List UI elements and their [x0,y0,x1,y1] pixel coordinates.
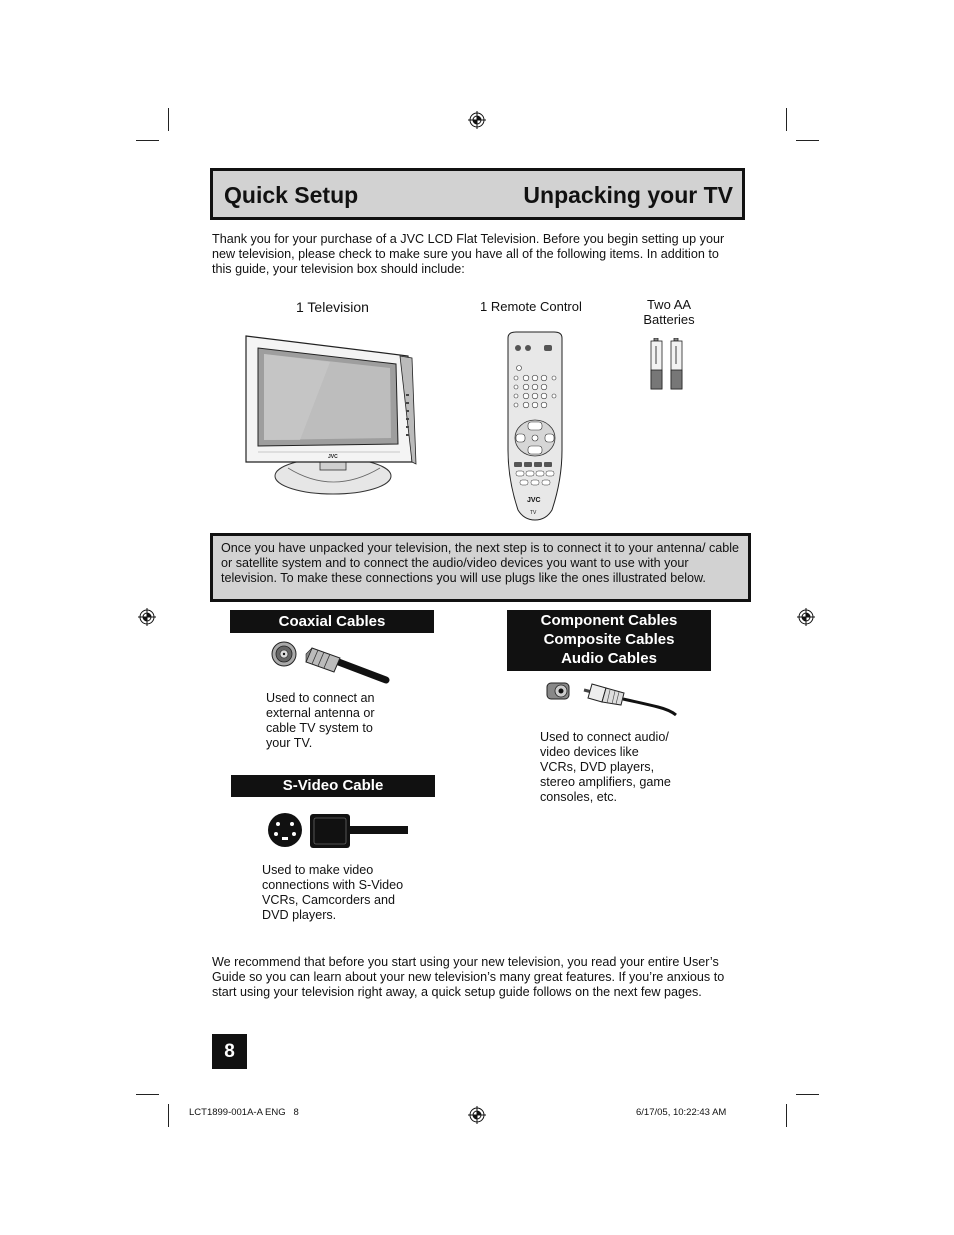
crop-mark [786,108,787,131]
coaxial-description-line: your TV. [266,736,313,750]
component-description-line: VCRs, DVD players, [540,760,655,774]
crop-mark [796,140,819,141]
component-description-line: stereo amplifiers, game [540,775,671,789]
registration-mark-icon [797,608,815,626]
page-number: 8 [212,1034,247,1069]
batteries-label [630,297,708,327]
crop-mark [136,1094,159,1095]
rca-cable-icon [546,680,680,720]
coaxial-description-line: Used to connect an [266,691,375,705]
intro-paragraph: Thank you for your purchase of a JVC LCD Flat Television. Before you begin setting up your new television, please check to make sure you have all of the following items. In addition to this guide, your television box should include: [212,232,725,276]
remote-label: 1 Remote Control [480,299,582,314]
registration-mark-icon [468,1106,486,1124]
footer-timestamp: 6/17/05, 10:22:43 AM [636,1107,727,1118]
coaxial-description [266,691,375,751]
remote-tv-mark: TV [530,510,537,516]
tv-logo: JVC [328,454,338,460]
remote-logo: JVC [527,497,541,504]
crop-mark [136,140,159,141]
component-cables-title-line: Composite Cables [543,631,675,648]
coaxial-cables-heading: Coaxial Cables [230,610,434,633]
coaxial-description-line: external antenna or [266,706,375,720]
crop-mark [796,1094,819,1095]
crop-mark [168,108,169,131]
closing-paragraph: We recommend that before you start using your new television, you read your entire User’s Guide so you can learn about your new television’s many great features. If you’re anxious to start using your television right away, a quick setup guide follows on the next few pages. [212,955,725,999]
svideo-cable-icon [266,810,410,852]
registration-mark-icon [138,608,156,626]
component-description [540,730,671,805]
coaxial-cable-icon [266,640,392,688]
batteries-label-line: Batteries [643,312,695,327]
svideo-description-line: VCRs, Camcorders and [262,893,395,907]
svideo-description-line: DVD players. [262,908,337,922]
component-cables-heading [507,610,711,671]
television-illustration [240,334,420,498]
component-cables-title-line: Audio Cables [561,650,657,667]
component-description-line: Used to connect audio/ [540,730,669,744]
component-description-line: consoles, etc. [540,790,618,804]
remote-control-illustration [504,330,566,522]
footer-file-info: LCT1899-001A-A ENG 8 [189,1107,299,1118]
page-title: Unpacking your TV [523,182,733,208]
crop-mark [786,1104,787,1127]
crop-mark [168,1104,169,1127]
section-header [210,168,745,220]
svideo-description-line: Used to make video [262,863,374,877]
registration-mark-icon [468,111,486,129]
batteries-label-line: Two AA [646,297,692,312]
tv-label: 1 Television [296,299,369,315]
component-cables-title-line: Component Cables [540,612,678,629]
coaxial-description-line: cable TV system to [266,721,373,735]
svideo-description-line: connections with S-Video [262,878,404,892]
section-title: Quick Setup [224,182,359,208]
connection-notice: Once you have unpacked your television, the next step is to connect it to your antenna/ cable or satellite system and to connect the audio/video devices you want to use with your television. To make these connections you will use plugs like the ones illustrated below. [210,533,751,602]
component-description-line: video devices like [540,745,639,759]
svideo-cable-heading: S-Video Cable [231,775,435,797]
svideo-description [262,863,403,923]
batteries-illustration [648,338,688,392]
